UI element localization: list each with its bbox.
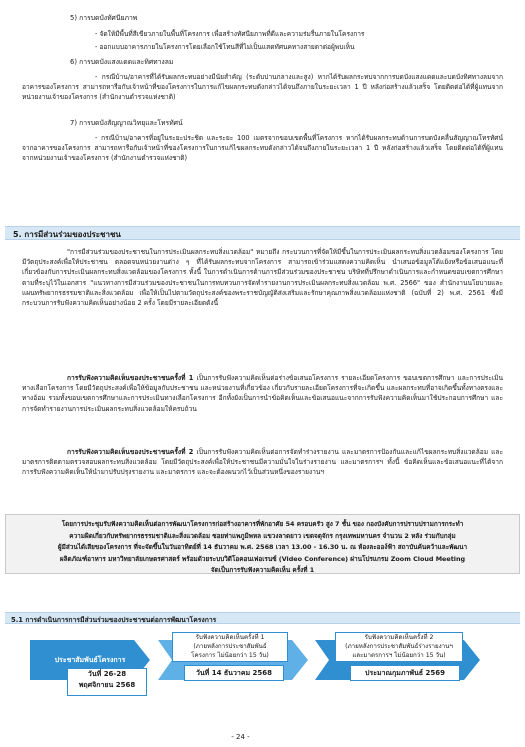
meeting-notice-box [5,514,520,574]
step-1-date-line-2: พฤศจิกายน 2568 [78,681,136,689]
notice-line-3: ผู้มีส่วนได้เสียของโครงการ ที่จะจัดขึ้นในวันอาทิตย์ที่ 14 ธันวาคม พ.ศ. 2568 เวลา 13.00 - 16.30 น. ณ ห้องละออง์ฟ้า สถาบันค้นคว้าและพัฒนา [57,543,468,552]
item-7-paragraph: - กรณีบ้าน/อาคารที่อยู่ในระยะประชิด และระยะ 100 เมตรจากขอบเขตพื้นที่โครงการ หากได้รับผลกระทบด้านการบดบังคลื่นสัญญาณโทรทัศน์จากอาคารของโครงการ สามารถหารือกับเจ้าหน้าที่ของโครงการในการแก้ไขผลกระทบดังกล่าวได้จนถึงภายในระยะเวลา 1 ปี หลังก่อสร้างแล้วเสร็จ โดยติดต่อได้ที่ผู้แทนจากหน่วยงานเจ้าของโครงการ (สำนักงานตำรวจแห่งชาติ) [22,134,503,163]
hearing-2-label: การรับฟังความคิดเห็นของประชาชนครั้งที่ 2 [67,448,194,456]
hearing-1-label: การรับฟังความคิดเห็นของประชาชนครั้งที่ 1 [67,374,194,382]
section-5-header [5,226,520,240]
step-2-box-line-1: รับฟังความคิดเห็นครั้งที่ 1 [195,634,265,641]
step-3-box-line-2: (ภายหลังการประชาสัมพันธ์ร่างรายงานฯ [345,643,453,650]
item-6-paragraph: - กรณีบ้าน/อาคารที่ได้รับผลกระทบอย่างมีนัยสำคัญ (ระดับปานกลางและสูง) หากได้รับผลกระทบจากการบดบังแสงแดดและบดบังทิศทางลมจากอาคารของโครงการ สามารถหารือกับเจ้าหน้าที่ของโครงการในการแก้ไขผลกระทบดังกล่าวได้จนถึงภายในระยะเวลา 1 ปี หลังก่อสร้างแล้วเสร็จ โดยติดต่อได้ที่ผู้แทนจากหน่วยงานเจ้าของโครงการ (สำนักงานตำรวจแห่งชาติ) [22,73,503,102]
hearing-1-text: เป็นการรับฟังความคิดเห็นต่อร่างข้อเสนอโครงการ รายละเอียดโครงการ ขอบเขตการศึกษา และการประเมินทางเลือกโครงการ โดยมีวัตถุประสงค์เพื่อให้ข้อมูลกับประชาชน และหน่วยงานที่เกี่ยวข้อง เกี่ยวกับรายละเอียดโครงการที่จะเกิดขึ้น และผลกระทบที่อาจเกิดขึ้นทั้งทางตรงและทางอ้อม รวมทั้งขอบเขตการศึกษาและการประเมินทางเลือกโครงการ อีกทั้งยังเป็นการนำข้อคิดเห็นและข้อเสนอแนะจากการรับฟังความคิดเห็นมาใช้ประกอบการศึกษา และการจัดทำรายงานการประเมินผลกระทบสิ่งแวดล้อมให้ครบถ้วน [22,374,503,413]
section-5-hearing-2 [22,447,503,478]
notice-line-2: ความผิดเกี่ยวกับทรัพยากรธรรมชาติและสิ่งแวดล้อม ซอยท่าแพภูมิพหล แขวงลาดยาว เขตจตุจักร กรุงเทพมหานคร จำนวน 2 หลัง ร่วมกับกลุ่ม [69,531,456,540]
notice-line-1: โดยการประชุมรับฟังความคิดเห็นต่อการพัฒนาโครงการก่อสร้างอาคารที่พักอาศัย 54 ครอบครัว สูง 7 ชั้น ของ กองบังคับการปราบปรามการกระทำ [61,520,464,528]
section-5-intro: "การมีส่วนร่วมของประชาชนในการประเมินผลกระทบสิ่งแวดล้อม" หมายถึง กระบวนการที่จัดให้มีขึ้นในการประเมินผลกระทบสิ่งแวดล้อมของโครงการ โดยมีวัตถุประสงค์เพื่อให้ประชาชน ตลอดจนหน่วยงานต่าง ๆ ที่ได้รับผลกระทบจากโครงการ สามารถเข้าร่วมแสดงความคิดเห็น นำเสนอข้อมูลโต้แย้งหรือข้อเสนอแนะที่เกี่ยวข้องกับการประเมินผลกระทบสิ่งแวดล้อมของโครงการ ทั้งนี้ ในการดำเนินการด้านการมีส่วนร่วมของประชาชน บริษัทที่ปรึกษาดำเนินการและกำหนดขอบเขตการศึกษาตามที่ระบุไว้ในเอกสาร "แนวทางการมีส่วนร่วมของประชาชนในการทบทวนการจัดทำรายงานการประเมินผลกระทบสิ่งแวดล้อม พ.ศ. 2566" ของ สำนักงานนโยบายและแผนทรัพยากรธรรมชาติและสิ่งแวดล้อม เพื่อให้เป็นไปตามวัตถุประสงค์ของพระราชบัญญัติส่งเสริมและรักษาคุณภาพสิ่งแวดล้อมแห่งชาติ (ฉบับที่ 2) พ.ศ. 2561 ซึ่งมีกระบวนการรับฟังความคิดเห็นอย่างน้อย 2 ครั้ง โดยมีรายละเอียดดังนี้ [22,248,503,308]
item-7-title: 7) การบดบังสัญญาณวิทยุและโทรทัศน์ [70,119,183,127]
timeline-step-3-box [335,632,463,662]
subsection-5-1-header [5,612,520,624]
page-number: - 24 - [231,733,250,741]
item-5-line-1: - จัดให้มีพื้นที่สีเขียวภายในพื้นที่โครงการ เพื่อสร้างทัศนียภาพที่ดีและความร่มรื่นภายในโครงการ [95,30,365,38]
step-2-box-line-2: (ภายหลังการประชาสัมพันธ์ [193,643,267,650]
section-5-hearing-1 [22,373,503,414]
timeline-step-1-date [67,668,147,696]
hearing-2-text: เป็นการรับฟังความคิดเห็นต่อการจัดทำร่างรายงาน และมาตรการป้องกันและแก้ไขผลกระทบสิ่งแวดล้อม และมาตรการติดตามตรวจสอบผลกระทบสิ่งแวดล้อม โดยมีวัตถุประสงค์เพื่อให้ประชาชนมีความมั่นใจในร่างรายงาน และมาตรการฯ ทั้งนี้ ข้อคิดเห็นและข้อเสนอแนะที่ได้จากการรับฟังความคิดเห็นให้นำมาปรับปรุงรายงาน และมาตรการ และจะต้องผนวกไว้เป็นส่วนหนึ่งของรายงานฯ [22,448,503,477]
notice-line-4: ผลิตภัณฑ์อาหาร มหาวิทยาลัยเกษตรศาสตร์ พร้อมด้วยระบบวิดีโอคอนเฟอเรนซ์ (Video Conference) ผ่านโปรแกรม Zoom Cloud Meeting [59,554,466,563]
item-5-line-2: - ออกแบบอาคารภายในโครงการโดยเลือกใช้โทนสีที่ไม่เป็นแสดทัศนคทางสายตาต่อผู้พบเห็น [95,43,355,51]
timeline-step-1-label: ประชาสัมพันธ์โครงการ [54,656,126,664]
section-5-title: 5. การมีส่วนร่วมของประชาชน [13,230,121,239]
item-6-title: 6) การบดบังแสงแดดและทิศทางลม [70,58,174,66]
notice-line-5: จัดเป็นการรับฟังความคิดเห็น ครั้งที่ 1 [210,566,315,575]
timeline-step-3-date: ประมาณกุมภาพันธ์ 2569 [350,665,460,681]
timeline-step-2-date: วันที่ 14 ธันวาคม 2568 [184,665,284,681]
timeline-step-2-box [172,632,288,662]
step-3-box-line-3: และมาตรการฯ ไม่น้อยกว่า 15 วัน) [352,652,446,659]
subsection-5-1-title: 5.1 การดำเนินการการมีส่วนร่วมของประชาชนต่อการพัฒนาโครงการ [11,616,217,624]
step-3-box-line-1: รับฟังความคิดเห็นครั้งที่ 2 [364,634,434,641]
step-2-box-line-3: โครงการ ไม่น้อยกว่า 15 วัน) [191,652,269,659]
item-5-title: 5) การบดบังทัศนียภาพ [70,14,138,22]
step-1-date-line-1: วันที่ 26-28 [87,670,127,678]
